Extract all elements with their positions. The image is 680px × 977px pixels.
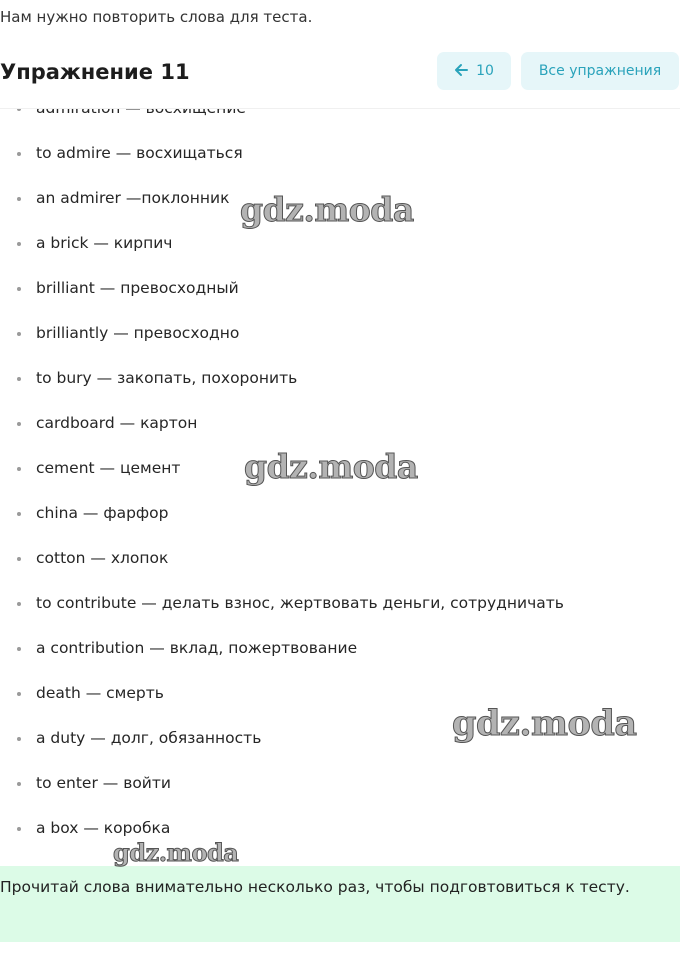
word-entry: death — смерть (36, 684, 164, 702)
bullet-dot (17, 422, 21, 426)
list-item (0, 716, 680, 761)
bullet-dot (17, 287, 21, 291)
word-entry: cotton — хлопок (36, 549, 169, 567)
bullet-dot (17, 467, 21, 471)
bullet-dot (17, 782, 21, 786)
word-entry: a duty — долг, обязанность (36, 729, 262, 747)
list-item (0, 131, 680, 176)
bullet-dot (17, 827, 21, 831)
bullet-dot (17, 242, 21, 246)
instruction-callout: Прочитай слова внимательно несколько раз, чтобы подговтовиться к тесту. (0, 866, 680, 942)
word-entry: china — фарфор (36, 504, 169, 522)
list-item (0, 266, 680, 311)
list-item (0, 536, 680, 581)
bullet-dot (17, 197, 21, 201)
exercise-header (0, 44, 680, 109)
all-exercises-button[interactable]: Все упражнения (521, 52, 679, 90)
list-item (0, 671, 680, 716)
list-item (0, 626, 680, 671)
word-entry: to enter — войти (36, 774, 171, 792)
arrow-left-icon (454, 63, 468, 77)
list-item (0, 491, 680, 536)
bullet-dot (17, 377, 21, 381)
word-entry: to contribute — делать взнос, жертвовать деньги, сотрудничать (36, 594, 564, 612)
bullet-dot (17, 152, 21, 156)
prev-exercise-button[interactable] (437, 52, 511, 90)
prev-exercise-label: 10 (476, 63, 494, 79)
bullet-dot (17, 512, 21, 516)
watermark: gdz.moda (244, 447, 418, 486)
bullet-dot (17, 647, 21, 651)
list-item (0, 806, 680, 851)
bullet-dot (17, 692, 21, 696)
page-title: Упражнение 11 (0, 60, 190, 84)
list-item (0, 761, 680, 806)
bullet-dot (17, 557, 21, 561)
intro-text: Нам нужно повторить слова для теста. (0, 8, 313, 26)
watermark: gdz.moda (113, 838, 239, 867)
list-item (0, 311, 680, 356)
list-item (0, 401, 680, 446)
list-item (0, 356, 680, 401)
bullet-dot (17, 737, 21, 741)
bullet-dot (17, 332, 21, 336)
word-entry: brilliant — превосходный (36, 279, 239, 297)
list-item (0, 581, 680, 626)
word-entry: cardboard — картон (36, 414, 198, 432)
word-entry: to admire — восхищаться (36, 144, 243, 162)
list-item (0, 176, 680, 221)
bullet-dot (17, 602, 21, 606)
word-entry: cement — цемент (36, 459, 181, 477)
word-entry: to bury — закопать, похоронить (36, 369, 298, 387)
watermark: gdz.moda (452, 703, 637, 744)
word-entry: a box — коробка (36, 819, 171, 837)
word-entry: a brick — кирпич (36, 234, 173, 252)
list-item (0, 446, 680, 491)
word-entry: an admirer —поклонник (36, 189, 230, 207)
word-entry: brilliantly — превосходно (36, 324, 240, 342)
watermark: gdz.moda (240, 190, 414, 229)
list-item (0, 221, 680, 266)
word-list (0, 86, 680, 851)
word-entry: a contribution — вклад, пожертвование (36, 639, 358, 657)
